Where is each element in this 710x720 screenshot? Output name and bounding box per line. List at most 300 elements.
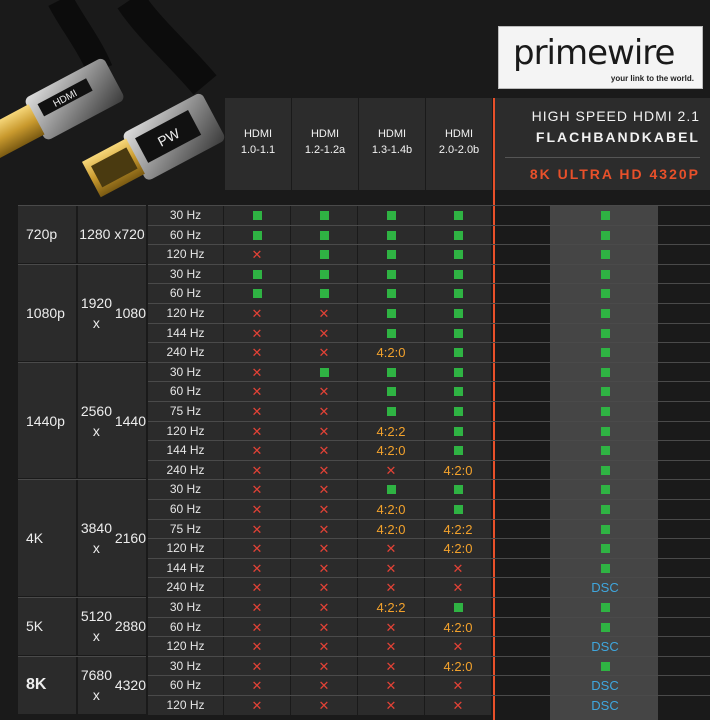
column-header-hdmi-1-3: HDMI 1.3-1.4b [359, 98, 425, 190]
supported-icon [555, 226, 655, 245]
supported-icon [425, 206, 491, 225]
green-square-icon [601, 603, 610, 612]
unsupported-icon [291, 402, 357, 421]
supported-icon [224, 284, 290, 303]
unsupported-icon [224, 382, 290, 401]
green-square-icon [601, 407, 610, 416]
supported-icon [358, 363, 424, 382]
red-x-icon: ✕ [452, 699, 464, 714]
supported-icon [224, 206, 290, 225]
column-header-hdmi-1-0: HDMI 1.0-1.1 [225, 98, 291, 190]
red-x-icon: ✕ [318, 483, 330, 499]
unsupported-icon [224, 598, 290, 617]
table-row [148, 577, 710, 597]
supported-icon [555, 343, 655, 362]
table-row [148, 421, 710, 441]
unsupported-icon [425, 559, 491, 578]
unsupported-icon [358, 618, 424, 637]
green-square-icon [454, 368, 463, 377]
green-square-icon [387, 250, 396, 259]
unsupported-icon [224, 422, 290, 441]
supported-icon [555, 245, 655, 264]
resolution-dimensions [78, 598, 146, 655]
unsupported-icon [291, 676, 357, 695]
supported-icon [291, 245, 357, 264]
table-row [148, 695, 710, 715]
chroma-subsampling-label: 4:2:2 [376, 600, 406, 615]
unsupported-icon [224, 441, 290, 460]
red-x-icon: ✕ [318, 326, 330, 342]
resolution-group [18, 362, 146, 479]
unsupported-icon [224, 520, 290, 539]
resolution-height: 720 [121, 226, 145, 243]
refresh-rate: 60 Hz [148, 382, 223, 401]
red-x-icon: ✕ [251, 248, 263, 264]
supported-icon [555, 382, 655, 401]
green-square-icon [454, 231, 463, 240]
chroma-subsampling-label: 4:2:0 [443, 658, 473, 674]
green-square-icon [601, 623, 610, 632]
refresh-rate: 120 Hz [148, 422, 223, 441]
green-square-icon [454, 309, 463, 318]
resolution-label: 8K [18, 657, 76, 714]
supported-icon [425, 363, 491, 382]
refresh-rate: 120 Hz [148, 539, 223, 558]
unsupported-icon [291, 696, 357, 715]
resolution-group [18, 597, 146, 655]
red-x-icon: ✕ [452, 640, 464, 656]
support-cell [358, 422, 424, 441]
red-x-icon: ✕ [251, 463, 263, 479]
support-cell [425, 618, 491, 637]
connector-mark-left: HDMI [51, 88, 80, 110]
supported-icon [555, 284, 655, 303]
green-square-icon [601, 662, 610, 671]
green-square-icon [454, 427, 463, 436]
green-square-icon [454, 329, 463, 338]
table-row [148, 342, 710, 362]
red-x-icon: ✕ [318, 699, 330, 714]
red-x-icon: ✕ [318, 307, 330, 322]
refresh-rate: 120 Hz [148, 304, 223, 323]
unsupported-icon [291, 657, 357, 676]
red-x-icon: ✕ [251, 522, 263, 538]
supported-icon [555, 480, 655, 499]
supported-icon [555, 461, 655, 480]
supported-icon [358, 324, 424, 343]
resolution-dimensions [78, 206, 146, 263]
green-square-icon [387, 211, 396, 220]
table-row [148, 675, 710, 695]
product-subtitle: FLACHBANDKABEL [535, 129, 700, 145]
supported-icon [425, 265, 491, 284]
dsc-label: DSC [591, 639, 619, 655]
unsupported-icon [224, 500, 290, 519]
support-cell [555, 696, 655, 715]
table-row [148, 460, 710, 480]
green-square-icon [253, 289, 262, 298]
supported-icon [291, 265, 357, 284]
resolution-group [18, 656, 146, 714]
support-cell [425, 520, 491, 539]
table-row [148, 323, 710, 343]
brand-logo [498, 26, 703, 89]
green-square-icon [601, 446, 610, 455]
unsupported-icon [358, 461, 424, 480]
chroma-subsampling-label: 4:2:0 [443, 462, 473, 478]
red-x-icon: ✕ [385, 699, 397, 714]
red-x-icon: ✕ [251, 640, 263, 656]
resolution-height: 1440 [114, 412, 146, 429]
green-square-icon [601, 329, 610, 338]
green-square-icon [320, 231, 329, 240]
chroma-subsampling-label: 4:2:0 [443, 541, 473, 557]
green-square-icon [387, 387, 396, 396]
green-square-icon [601, 270, 610, 279]
unsupported-icon [425, 578, 491, 597]
refresh-rate: 144 Hz [148, 559, 223, 578]
chroma-subsampling-label: 4:2:0 [376, 521, 406, 537]
resolution-width: 1920 x [80, 294, 112, 331]
unsupported-icon [224, 363, 290, 382]
unsupported-icon [224, 343, 290, 362]
supported-icon [425, 324, 491, 343]
unsupported-icon [291, 578, 357, 597]
green-square-icon [454, 289, 463, 298]
support-cell [555, 637, 655, 656]
red-x-icon: ✕ [318, 424, 330, 440]
green-square-icon [601, 544, 610, 553]
resolution-width: 1280 x [79, 226, 122, 243]
supported-icon [555, 206, 655, 225]
product-title: HIGH SPEED HDMI 2.1 [531, 108, 700, 124]
unsupported-icon [425, 676, 491, 695]
unsupported-icon [291, 500, 357, 519]
resolution-dimensions [78, 363, 146, 479]
red-x-icon: ✕ [251, 542, 263, 558]
chroma-subsampling-label: 4:2:0 [376, 502, 406, 517]
support-cell [555, 676, 655, 695]
supported-icon [425, 441, 491, 460]
green-square-icon [601, 387, 610, 396]
refresh-rate: 30 Hz [148, 598, 223, 617]
green-square-icon [387, 329, 396, 338]
green-square-icon [454, 603, 463, 612]
support-cell [358, 441, 424, 460]
unsupported-icon [291, 480, 357, 499]
unsupported-icon [358, 696, 424, 715]
supported-icon [555, 402, 655, 421]
unsupported-icon [358, 559, 424, 578]
resolution-group [18, 264, 146, 361]
green-square-icon [387, 407, 396, 416]
unsupported-icon [224, 637, 290, 656]
chroma-subsampling-label: 4:2:0 [376, 345, 406, 361]
red-x-icon: ✕ [318, 444, 330, 460]
unsupported-icon [358, 637, 424, 656]
resolution-label: 720p [18, 206, 76, 263]
supported-icon [425, 343, 491, 362]
refresh-rate: 60 Hz [148, 500, 223, 519]
chroma-subsampling-label: 4:2:2 [376, 423, 406, 439]
supported-icon [555, 265, 655, 284]
red-x-icon: ✕ [251, 503, 263, 518]
green-square-icon [253, 231, 262, 240]
red-x-icon: ✕ [251, 326, 263, 342]
table-row [148, 636, 710, 656]
red-x-icon: ✕ [318, 522, 330, 538]
refresh-rate: 30 Hz [148, 480, 223, 499]
unsupported-icon [224, 245, 290, 264]
red-x-icon: ✕ [251, 659, 263, 675]
supported-icon [358, 284, 424, 303]
table-row [148, 244, 710, 264]
red-x-icon: ✕ [251, 699, 263, 714]
unsupported-icon [224, 676, 290, 695]
refresh-rate: 60 Hz [148, 676, 223, 695]
unsupported-icon [224, 402, 290, 421]
brand-tagline: your link to the world. [610, 74, 694, 83]
unsupported-icon [425, 696, 491, 715]
red-x-icon: ✕ [385, 659, 397, 675]
supported-icon [555, 598, 655, 617]
unsupported-icon [291, 422, 357, 441]
red-x-icon: ✕ [385, 463, 397, 479]
green-square-icon [454, 348, 463, 357]
table-row [148, 205, 710, 225]
supported-icon [291, 206, 357, 225]
refresh-rate: 120 Hz [148, 637, 223, 656]
refresh-rate: 60 Hz [148, 618, 223, 637]
unsupported-icon [291, 618, 357, 637]
product-header [495, 98, 710, 190]
red-x-icon: ✕ [251, 581, 263, 597]
green-square-icon [601, 427, 610, 436]
red-x-icon: ✕ [251, 483, 263, 499]
resolution-height: 1080 [114, 304, 146, 321]
red-x-icon: ✕ [385, 542, 397, 558]
supported-icon [555, 618, 655, 637]
table-row [148, 597, 710, 617]
green-square-icon [320, 289, 329, 298]
product-resolution: 8K ULTRA HD 4320P [529, 166, 700, 182]
dsc-label: DSC [591, 580, 619, 596]
green-square-icon [454, 211, 463, 220]
supported-icon [425, 382, 491, 401]
refresh-rate: 60 Hz [148, 226, 223, 245]
refresh-rate: 240 Hz [148, 578, 223, 597]
refresh-rate: 120 Hz [148, 696, 223, 715]
unsupported-icon [291, 343, 357, 362]
resolution-height: 2880 [114, 618, 146, 635]
supported-icon [425, 598, 491, 617]
refresh-rate: 60 Hz [148, 284, 223, 303]
unsupported-icon [224, 559, 290, 578]
red-x-icon: ✕ [318, 640, 330, 656]
unsupported-icon [224, 539, 290, 558]
supported-icon [425, 284, 491, 303]
supported-icon [425, 500, 491, 519]
resolution-width: 3840 x [80, 520, 112, 557]
unsupported-icon [291, 304, 357, 323]
unsupported-icon [224, 578, 290, 597]
supported-icon [358, 480, 424, 499]
supported-icon [425, 480, 491, 499]
supported-icon [425, 304, 491, 323]
red-x-icon: ✕ [385, 561, 397, 577]
green-square-icon [601, 289, 610, 298]
compatibility-table [18, 200, 710, 720]
refresh-rate: 120 Hz [148, 245, 223, 264]
supported-icon [555, 363, 655, 382]
supported-icon [555, 520, 655, 539]
supported-icon [555, 559, 655, 578]
unsupported-icon [291, 382, 357, 401]
unsupported-icon [224, 480, 290, 499]
resolution-group [18, 479, 146, 596]
red-x-icon: ✕ [318, 405, 330, 420]
support-cell [425, 539, 491, 558]
refresh-rate: 30 Hz [148, 206, 223, 225]
hdmi-cable-image [0, 0, 225, 200]
table-row [148, 617, 710, 637]
table-row [148, 225, 710, 245]
table-row [148, 538, 710, 558]
green-square-icon [454, 505, 463, 514]
unsupported-icon [425, 637, 491, 656]
refresh-rate: 240 Hz [148, 461, 223, 480]
red-x-icon: ✕ [251, 365, 263, 381]
green-square-icon [601, 348, 610, 357]
unsupported-icon [291, 637, 357, 656]
supported-icon [291, 284, 357, 303]
green-square-icon [601, 231, 610, 240]
green-square-icon [601, 564, 610, 573]
table-row [148, 656, 710, 676]
resolution-group [18, 205, 146, 263]
unsupported-icon [224, 696, 290, 715]
red-x-icon: ✕ [452, 679, 464, 695]
unsupported-icon [224, 304, 290, 323]
supported-icon [358, 226, 424, 245]
dsc-label: DSC [591, 678, 619, 694]
supported-icon [555, 539, 655, 558]
supported-icon [291, 363, 357, 382]
unsupported-icon [291, 324, 357, 343]
unsupported-icon [291, 559, 357, 578]
header-divider [505, 157, 700, 158]
supported-icon [555, 422, 655, 441]
green-square-icon [601, 368, 610, 377]
red-x-icon: ✕ [251, 385, 263, 401]
red-x-icon: ✕ [251, 561, 263, 577]
table-row [148, 499, 710, 519]
green-square-icon [387, 270, 396, 279]
green-square-icon [387, 309, 396, 318]
supported-icon [358, 206, 424, 225]
supported-icon [224, 265, 290, 284]
green-square-icon [387, 485, 396, 494]
supported-icon [425, 226, 491, 245]
green-square-icon [454, 446, 463, 455]
resolution-height: 4320 [114, 677, 146, 694]
green-square-icon [454, 270, 463, 279]
green-square-icon [454, 250, 463, 259]
refresh-rate: 240 Hz [148, 343, 223, 362]
unsupported-icon [291, 598, 357, 617]
brand-name: primewire [513, 33, 675, 73]
table-row [148, 303, 710, 323]
unsupported-icon [224, 618, 290, 637]
support-cell [358, 343, 424, 362]
green-square-icon [320, 250, 329, 259]
support-cell [555, 578, 655, 597]
resolution-label: 4K [18, 480, 76, 596]
red-x-icon: ✕ [318, 679, 330, 695]
connector-mark-right: PW [154, 124, 183, 150]
refresh-rate: 30 Hz [148, 265, 223, 284]
unsupported-icon [291, 539, 357, 558]
resolution-width: 2560 x [80, 402, 112, 439]
green-square-icon [387, 231, 396, 240]
resolution-label: 5K [18, 598, 76, 655]
green-square-icon [253, 270, 262, 279]
red-x-icon: ✕ [318, 385, 330, 401]
red-x-icon: ✕ [452, 561, 464, 577]
table-row [148, 519, 710, 539]
green-square-icon [387, 289, 396, 298]
supported-icon [224, 226, 290, 245]
unsupported-icon [358, 657, 424, 676]
red-x-icon: ✕ [318, 346, 330, 362]
red-x-icon: ✕ [318, 620, 330, 636]
resolution-width: 5120 x [80, 608, 112, 645]
supported-icon [358, 304, 424, 323]
red-x-icon: ✕ [251, 307, 263, 322]
supported-icon [555, 324, 655, 343]
red-x-icon: ✕ [251, 601, 263, 616]
unsupported-icon [358, 676, 424, 695]
green-square-icon [601, 250, 610, 259]
chroma-subsampling-label: 4:2:0 [443, 619, 473, 635]
green-square-icon [601, 525, 610, 534]
resolution-label: 1440p [18, 363, 76, 479]
red-x-icon: ✕ [251, 346, 263, 362]
green-square-icon [601, 485, 610, 494]
refresh-rate: 30 Hz [148, 363, 223, 382]
red-x-icon: ✕ [251, 620, 263, 636]
red-x-icon: ✕ [452, 581, 464, 597]
resolution-dimensions [78, 265, 146, 361]
resolution-dimensions [78, 657, 146, 714]
supported-icon [555, 441, 655, 460]
supported-icon [358, 402, 424, 421]
support-cell [425, 461, 491, 480]
supported-icon [358, 245, 424, 264]
support-cell [358, 598, 424, 617]
green-square-icon [454, 387, 463, 396]
red-x-icon: ✕ [251, 405, 263, 420]
unsupported-icon [291, 520, 357, 539]
red-x-icon: ✕ [251, 679, 263, 695]
unsupported-icon [291, 461, 357, 480]
table-row [148, 264, 710, 284]
table-row [148, 558, 710, 578]
green-square-icon [601, 211, 610, 220]
supported-icon [358, 265, 424, 284]
refresh-rate: 30 Hz [148, 657, 223, 676]
supported-icon [425, 402, 491, 421]
